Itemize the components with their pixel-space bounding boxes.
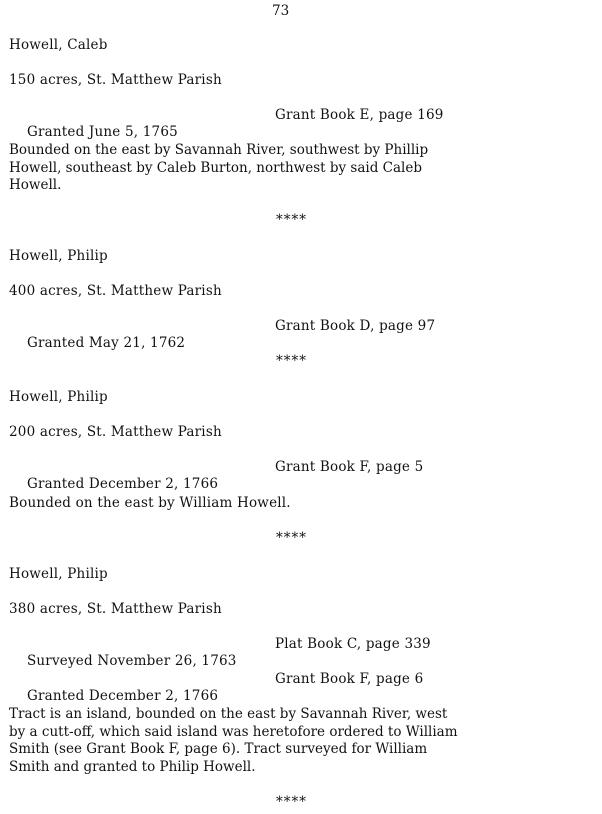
entry-description	[9, 706, 599, 776]
separator: ****	[276, 530, 307, 546]
description-line: Bounded on the east by Savannah River, southwest by Phillip	[9, 142, 429, 158]
record-date: Granted December 2, 1766	[26, 688, 219, 704]
entry-name: Howell, Caleb	[9, 37, 108, 53]
entry-record-row	[9, 459, 424, 527]
separator: ****	[276, 212, 307, 228]
entry-name: Howell, Philip	[9, 389, 108, 405]
description-line: Howell.	[9, 177, 62, 193]
entry-acres: 380 acres, St. Matthew Parish	[9, 601, 222, 617]
separator: ****	[276, 353, 307, 369]
record-date: Granted May 21, 1762	[26, 335, 186, 351]
separator: ****	[276, 794, 307, 810]
description-line: Smith and granted to Philip Howell.	[9, 758, 256, 775]
record-book: Plat Book C, page 339	[275, 636, 431, 652]
entry-name: Howell, Philip	[9, 566, 108, 582]
record-book: Grant Book F, page 6	[275, 671, 424, 687]
entry-record-row	[9, 318, 436, 386]
entry-name: Howell, Philip	[9, 248, 108, 264]
record-date: Surveyed November 26, 1763	[26, 653, 237, 669]
entry-description	[9, 142, 599, 195]
record-book: Grant Book E, page 169	[275, 107, 444, 123]
entry-acres: 150 acres, St. Matthew Parish	[9, 72, 222, 88]
record-date: Granted December 2, 1766	[26, 476, 219, 492]
page-number: 73	[272, 3, 290, 19]
record-book: Grant Book F, page 5	[275, 459, 424, 475]
entry-acres: 200 acres, St. Matthew Parish	[9, 424, 222, 440]
record-date: Granted June 5, 1765	[26, 124, 178, 140]
entry-acres: 400 acres, St. Matthew Parish	[9, 283, 222, 299]
description-line: Tract is an island, bounded on the east by Savannah River, west	[9, 706, 448, 722]
record-book: Grant Book D, page 97	[275, 318, 436, 334]
description-line: by a cutt-off, which said island was heretofore ordered to William	[9, 723, 458, 740]
description-line: Smith (see Grant Book F, page 6). Tract surveyed for William	[9, 741, 428, 757]
entry-description: Bounded on the east by William Howell.	[9, 495, 291, 511]
description-line: Howell, southeast by Caleb Burton, northwest by said Caleb	[9, 159, 422, 176]
